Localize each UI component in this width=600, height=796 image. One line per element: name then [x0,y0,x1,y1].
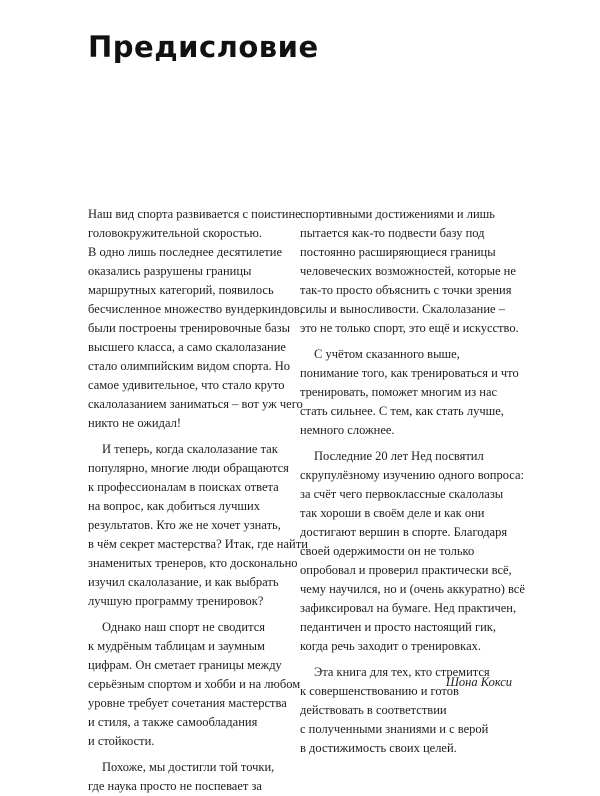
text-line: это не только спорт, это ещё и искусство. [300,321,519,335]
text-line: С учётом сказанного выше, [314,347,460,361]
paragraph [88,618,301,751]
text-line: бесчисленное множество вундеркиндов, [88,302,303,316]
text-line: спортивными достижениями и лишь [300,207,496,221]
text-line: тренировать, поможет многим из нас [300,385,498,399]
text-line: серьёзным спортом и хобби и на любом [88,677,301,691]
text-line: И теперь, когда скалолазание так [102,442,278,456]
text-line: стать сильнее. С тем, как стать лучше, [300,404,504,418]
text-line: в чём секрет мастерства? Итак, где найти [88,537,308,551]
paragraph [88,758,288,796]
text-line: уровне требует сочетания мастерства [88,696,287,710]
paragraph [300,447,525,656]
text-line: Похоже, мы достигли той точки, [102,760,275,774]
text-line: своей одержимости он не только [300,544,475,558]
text-line: силы и выносливости. Скалолазание – [300,302,505,316]
text-line: скрупулёзному изучению одного вопроса: [300,468,525,482]
text-line: действовать в соответствии [300,703,447,717]
text-line: головокружительной скоростью. [88,226,262,240]
text-line: к совершенствованию и готов [300,684,459,698]
left-text-column [88,205,308,796]
text-line: оказались разрушены границы [88,264,252,278]
paragraph [300,205,518,338]
author-signature: Шона Кокси [445,675,512,689]
text-line: лучшую программу тренировок? [88,594,264,608]
text-line: опробовал и проверил практически всё, [300,563,512,577]
paragraph-gap [300,656,518,663]
paragraph [300,345,518,440]
text-line: высшего класса, а само скалолазание [88,340,286,354]
paragraph-gap [88,751,288,758]
text-line: человеческих возможностей, которые не [300,264,516,278]
text-line: самое удивительное, что стало круто [88,378,285,392]
text-line: к мудрёным таблицам и заумным [88,639,265,653]
text-line: с полученными знаниями и с верой [300,722,489,736]
text-line: В одно лишь последнее десятилетие [88,245,283,259]
text-line: и стиля, а также самообладания [88,715,258,729]
text-line: знаменитых тренеров, кто досконально [88,556,298,570]
paragraph [88,205,303,433]
paragraph-gap [88,433,288,440]
text-line: популярно, многие люди обращаются [88,461,289,475]
text-line: результатов. Кто же не хочет узнать, [88,518,281,532]
text-line: и стойкости. [88,734,155,748]
text-line: цифрам. Он сметает границы между [88,658,282,672]
text-line: никто не ожидал! [88,416,182,430]
text-line: были построены тренировочные базы [88,321,290,335]
text-line: постоянно расширяющиеся границы [300,245,496,259]
text-line: немного сложнее. [300,423,395,437]
text-line: достигают вершин в спорте. Благодаря [300,525,508,539]
text-line: Эта книга для тех, кто стремится [314,665,490,679]
text-line: к профессионалам в поисках ответа [88,480,279,494]
text-line: педантичен и просто настоящий гик, [300,620,496,634]
text-line: стало олимпийским видом спорта. Но [88,359,291,373]
text-line: чему научился, но и (очень аккуратно) всё [300,582,525,596]
text-line: когда речь заходит о тренировках. [300,639,481,653]
text-line: в достижимость своих целей. [300,741,457,755]
text-line: Последние 20 лет Нед посвятил [314,449,484,463]
text-line: где наука просто не поспевает за [88,779,262,793]
text-line: на вопрос, как добиться лучших [88,499,260,513]
text-line: за счёт чего первоклассные скалолазы [300,487,504,501]
text-line: так хороши в своём деле и как они [300,506,485,520]
paragraph [88,440,308,611]
paragraph-gap [88,611,288,618]
text-line: Наш вид спорта развивается с поистине [88,207,301,221]
text-line: так-то просто объяснить с точки зрения [300,283,512,297]
text-line: Однако наш спорт не сводится [102,620,266,634]
text-line: скалолазанием заниматься – вот уж чего [88,397,303,411]
text-line: пытается как-то подвести базу под [300,226,485,240]
text-line: маршрутных категорий, появилось [88,283,274,297]
text-line: изучил скалолазание, и как выбрать [88,575,279,589]
paragraph-gap [300,440,518,447]
paragraph-gap [300,338,518,345]
page-title: Предисловие [88,30,319,64]
text-line: зафиксировал на бумаге. Нед практичен, [300,601,517,615]
text-line: понимание того, как тренироваться и что [300,366,519,380]
